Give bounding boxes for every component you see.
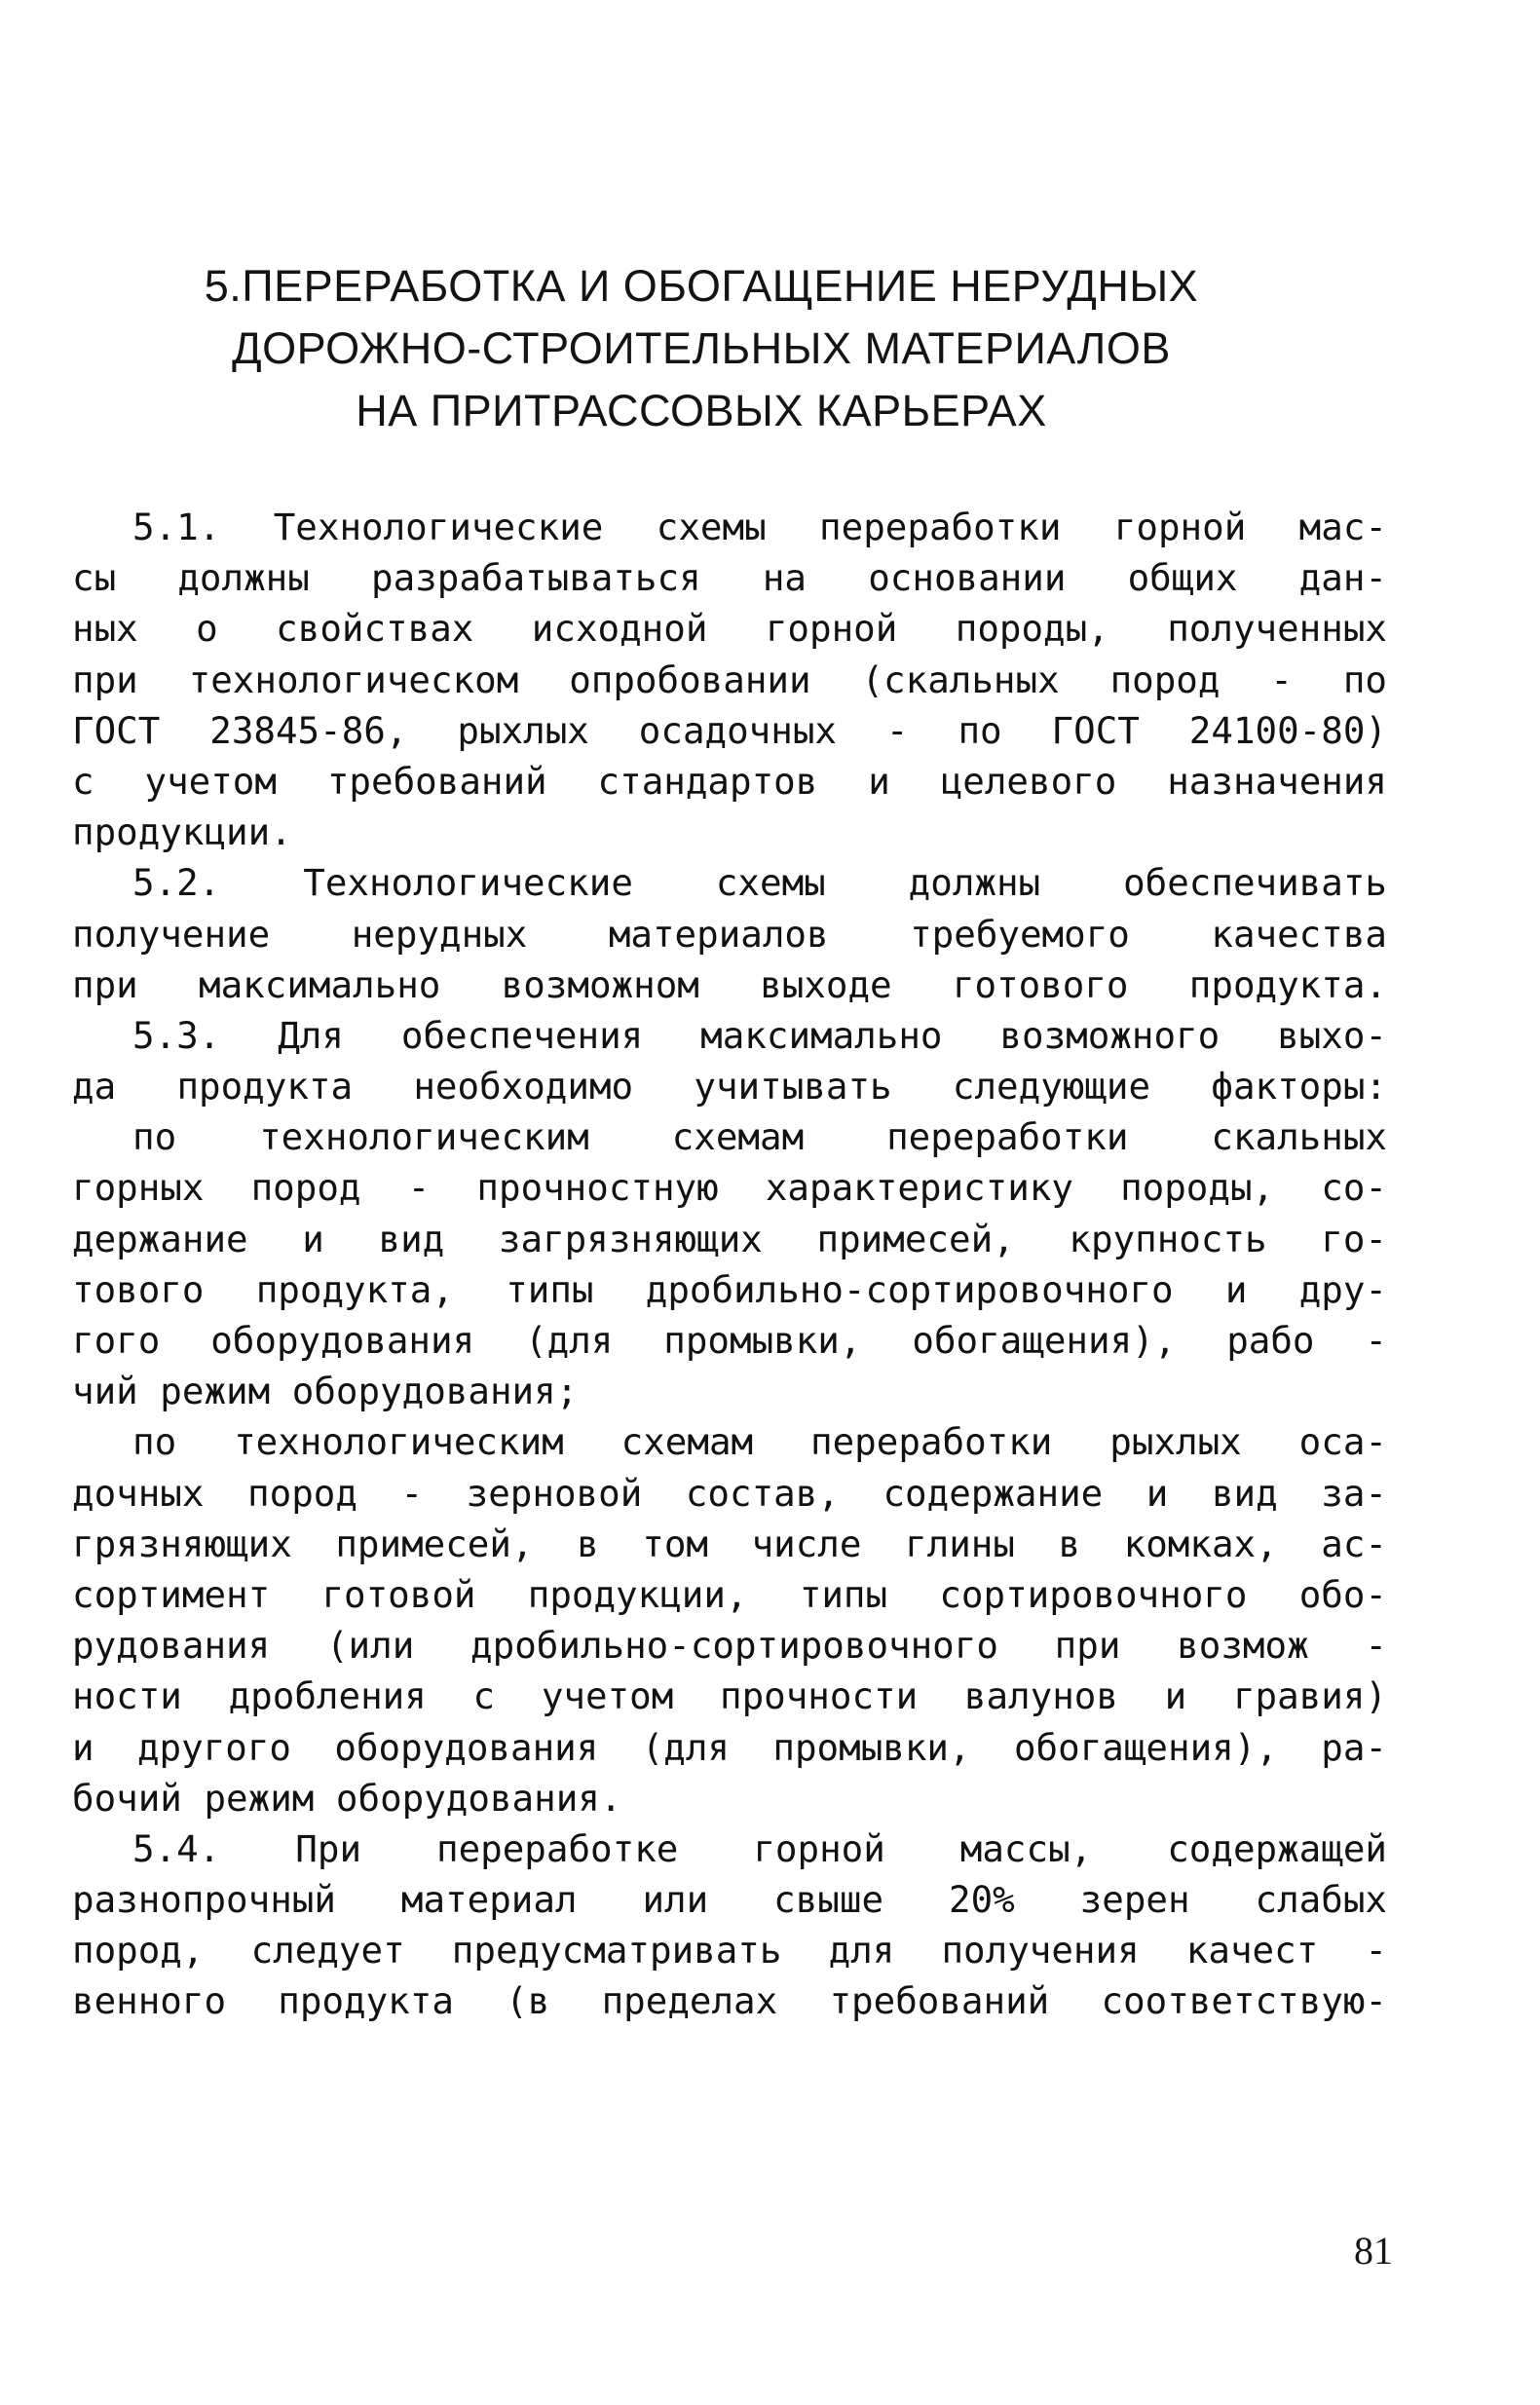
paragraph-5-4	[72, 1823, 1387, 2027]
text-line: по технологическим схемам переработки рыхлых оса-	[132, 1420, 1387, 1464]
text-line: получение нерудных материалов требуемого качества	[72, 912, 1387, 956]
text-line: держание и вид загрязняющих примесей, крупность го-	[72, 1217, 1387, 1260]
paragraph-rock-schemes	[72, 1111, 1387, 1416]
text-line: венного продукта (в пределах требований соответствую-	[72, 1979, 1387, 2023]
text-line: бочий режим оборудования.	[72, 1776, 622, 1820]
text-line: 5.2. Технологические схемы должны обеспечивать	[132, 861, 1387, 905]
heading-line-2: ДОРОЖНО-СТРОИТЕЛЬНЫХ МАТЕРИАЛОВ	[232, 323, 1171, 373]
paragraph-5-2	[72, 857, 1387, 1010]
text-line: 5.1. Технологические схемы переработки горной мас-	[132, 506, 1387, 548]
text-line: пород, следует предусматривать для получения качест -	[72, 1929, 1387, 1973]
text-line: дочных пород - зерновой состав, содержание и вид за-	[72, 1471, 1387, 1515]
paragraph-5-3	[72, 1010, 1387, 1111]
text-line: при технологическом опробовании (скальных пород - по	[72, 658, 1387, 701]
text-line: сортимент готовой продукции, типы сортировочного обо-	[72, 1572, 1387, 1616]
text-line: тового продукта, типы дробильно-сортировочного и дру-	[72, 1267, 1387, 1311]
text-line: сы должны разрабатываться на основании общих дан-	[72, 556, 1387, 600]
text-line: при максимально возможном выходе готового продукта.	[72, 962, 1387, 1006]
text-line: по технологическим схемам переработки скальных	[132, 1115, 1387, 1159]
body-text	[72, 502, 1387, 2027]
paragraph-loose-schemes	[72, 1416, 1387, 1823]
heading-line-3: НА ПРИТРАССОВЫХ КАРЬЕРАХ	[356, 386, 1047, 435]
text-line: 5.3. Для обеспечения максимально возможного выхо-	[132, 1013, 1387, 1057]
text-line: 5.4. При переработке горной массы, содержащей	[132, 1826, 1387, 1870]
text-line: и другого оборудования (для промывки, обогащения), ра-	[72, 1725, 1387, 1769]
heading-line-1: 5.ПЕРЕРАБОТКА И ОБОГАЩЕНИЕ НЕРУДНЫХ	[204, 261, 1199, 311]
text-line: рудования (или дробильно-сортировочного при возмож -	[72, 1624, 1387, 1668]
text-line: ных о свойствах исходной горной породы, полученных	[72, 607, 1387, 651]
text-line: чий режим оборудования;	[72, 1370, 579, 1413]
text-line: горных пород - прочностную характеристику породы, со-	[72, 1166, 1387, 1210]
text-line: с учетом требований стандартов и целевого назначения	[72, 759, 1387, 803]
text-line: да продукта необходимо учитывать следующие факторы:	[72, 1065, 1387, 1109]
section-heading	[175, 255, 1227, 442]
text-line: продукции.	[72, 810, 292, 854]
text-line: ности дробления с учетом прочности валунов и гравия)	[72, 1674, 1387, 1718]
text-line: разнопрочный материал или свыше 20% зерен слабых	[72, 1878, 1387, 1922]
text-line: гого оборудования (для промывки, обогащения), рабо -	[72, 1319, 1387, 1362]
text-line: грязняющих примесей, в том числе глины в комках, ас-	[72, 1522, 1387, 1565]
text-line: ГОСТ 23845-86, рыхлых осадочных - по ГОСТ 24100-80)	[72, 708, 1387, 752]
paragraph-5-1	[72, 502, 1387, 857]
page-number: 81	[1354, 2229, 1393, 2273]
